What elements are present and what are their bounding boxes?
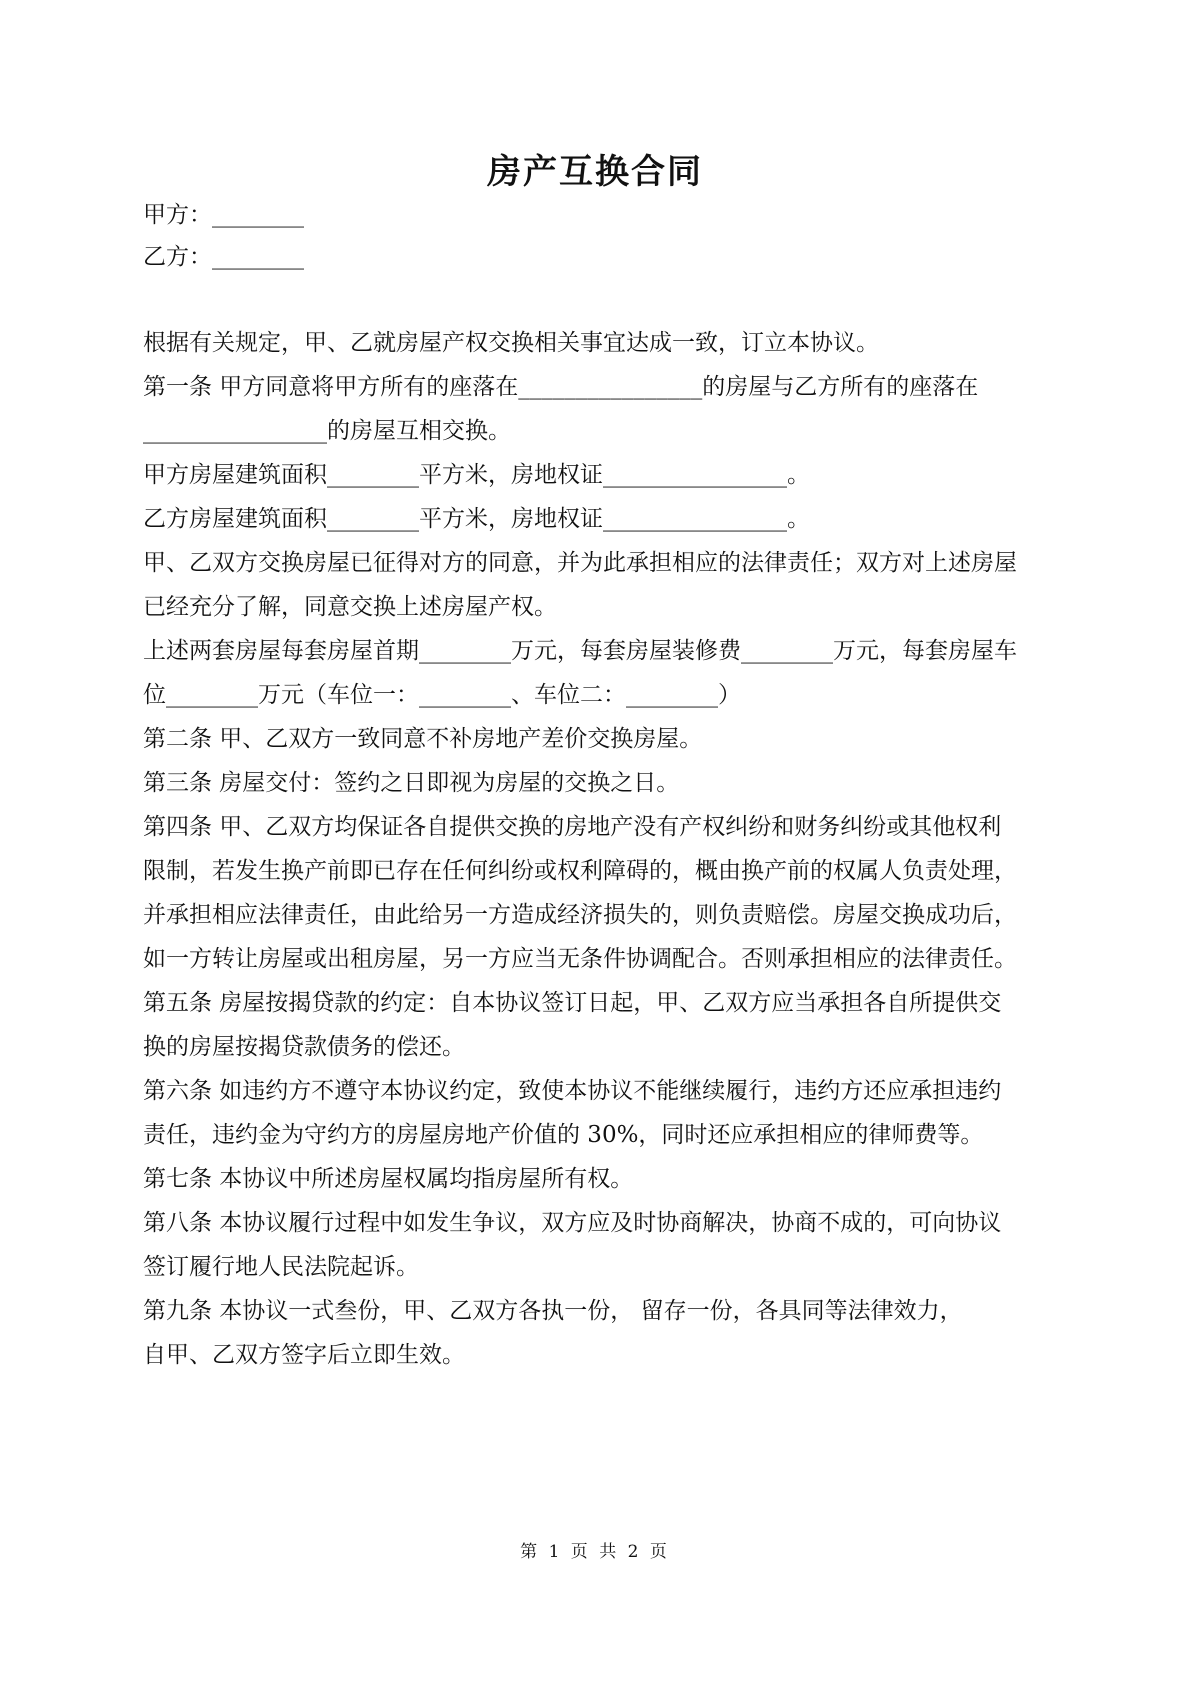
body-line: 甲方房屋建筑面积________平方米，房地权证________________。 [143, 462, 810, 488]
body-line: 第九条 本协议一式叁份，甲、乙双方各执一份， 留存一份，各具同等法律效力， [143, 1298, 963, 1324]
body-line: 第五条 房屋按揭贷款的约定：自本协议签订日起，甲、乙双方应当承担各自所提供交 [143, 990, 1002, 1016]
body-line: 限制，若发生换产前即已存在任何纠纷或权利障碍的，概由换产前的权属人负责处理， [143, 858, 1017, 884]
body-line: 换的房屋按揭贷款债务的偿还。 [143, 1034, 465, 1060]
body-line: 自甲、乙双方签字后立即生效。 [143, 1342, 465, 1368]
body-line: 第六条 如违约方不遵守本协议约定，致使本协议不能继续履行，违约方还应承担违约 [143, 1078, 1002, 1104]
body-line: 上述两套房屋每套房屋首期________万元，每套房屋装修费________万元，每套房屋车 [143, 638, 1017, 664]
body-line: 责任，违约金为守约方的房屋房地产价值的 30%，同时还应承担相应的律师费等。 [143, 1122, 984, 1148]
document-title: 房产互换合同 [487, 152, 703, 192]
body-line: 已经充分了解，同意交换上述房屋产权。 [143, 594, 557, 620]
body-line: 第二条 甲、乙双方一致同意不补房地产差价交换房屋。 [143, 726, 703, 752]
page-number-footer: 第 1 页 共 2 页 [520, 1542, 670, 1562]
body-line: 第七条 本协议中所述房屋权属均指房屋所有权。 [143, 1166, 634, 1192]
body-line: 签订履行地人民法院起诉。 [143, 1254, 419, 1280]
body-line: 根据有关规定，甲、乙就房屋产权交换相关事宜达成一致，订立本协议。 [143, 330, 879, 356]
body-line: 第一条 甲方同意将甲方所有的座落在________________的房屋与乙方所有的座落在 [143, 374, 979, 400]
party-b-line: 乙方：________ [143, 244, 304, 270]
body-line: 如一方转让房屋或出租房屋，另一方应当无条件协调配合。否则承担相应的法律责任。 [143, 946, 1017, 972]
body-line: 第八条 本协议履行过程中如发生争议，双方应及时协商解决，协商不成的，可向协议 [143, 1210, 1002, 1236]
body-line: 甲、乙双方交换房屋已征得对方的同意，并为此承担相应的法律责任；双方对上述房屋 [143, 550, 1017, 576]
body-line: 位________万元（车位一：________、车位二：________） [143, 682, 741, 708]
body-line: 第三条 房屋交付：签约之日即视为房屋的交换之日。 [143, 770, 680, 796]
body-line: 并承担相应法律责任，由此给另一方造成经济损失的，则负责赔偿。房屋交换成功后， [143, 902, 1017, 928]
party-a-line: 甲方：________ [143, 202, 304, 228]
body-line: ________________的房屋互相交换。 [143, 418, 511, 444]
body-line: 乙方房屋建筑面积________平方米，房地权证________________。 [143, 506, 810, 532]
body-line: 第四条 甲、乙双方均保证各自提供交换的房地产没有产权纠纷和财务纠纷或其他权利 [143, 814, 1002, 840]
